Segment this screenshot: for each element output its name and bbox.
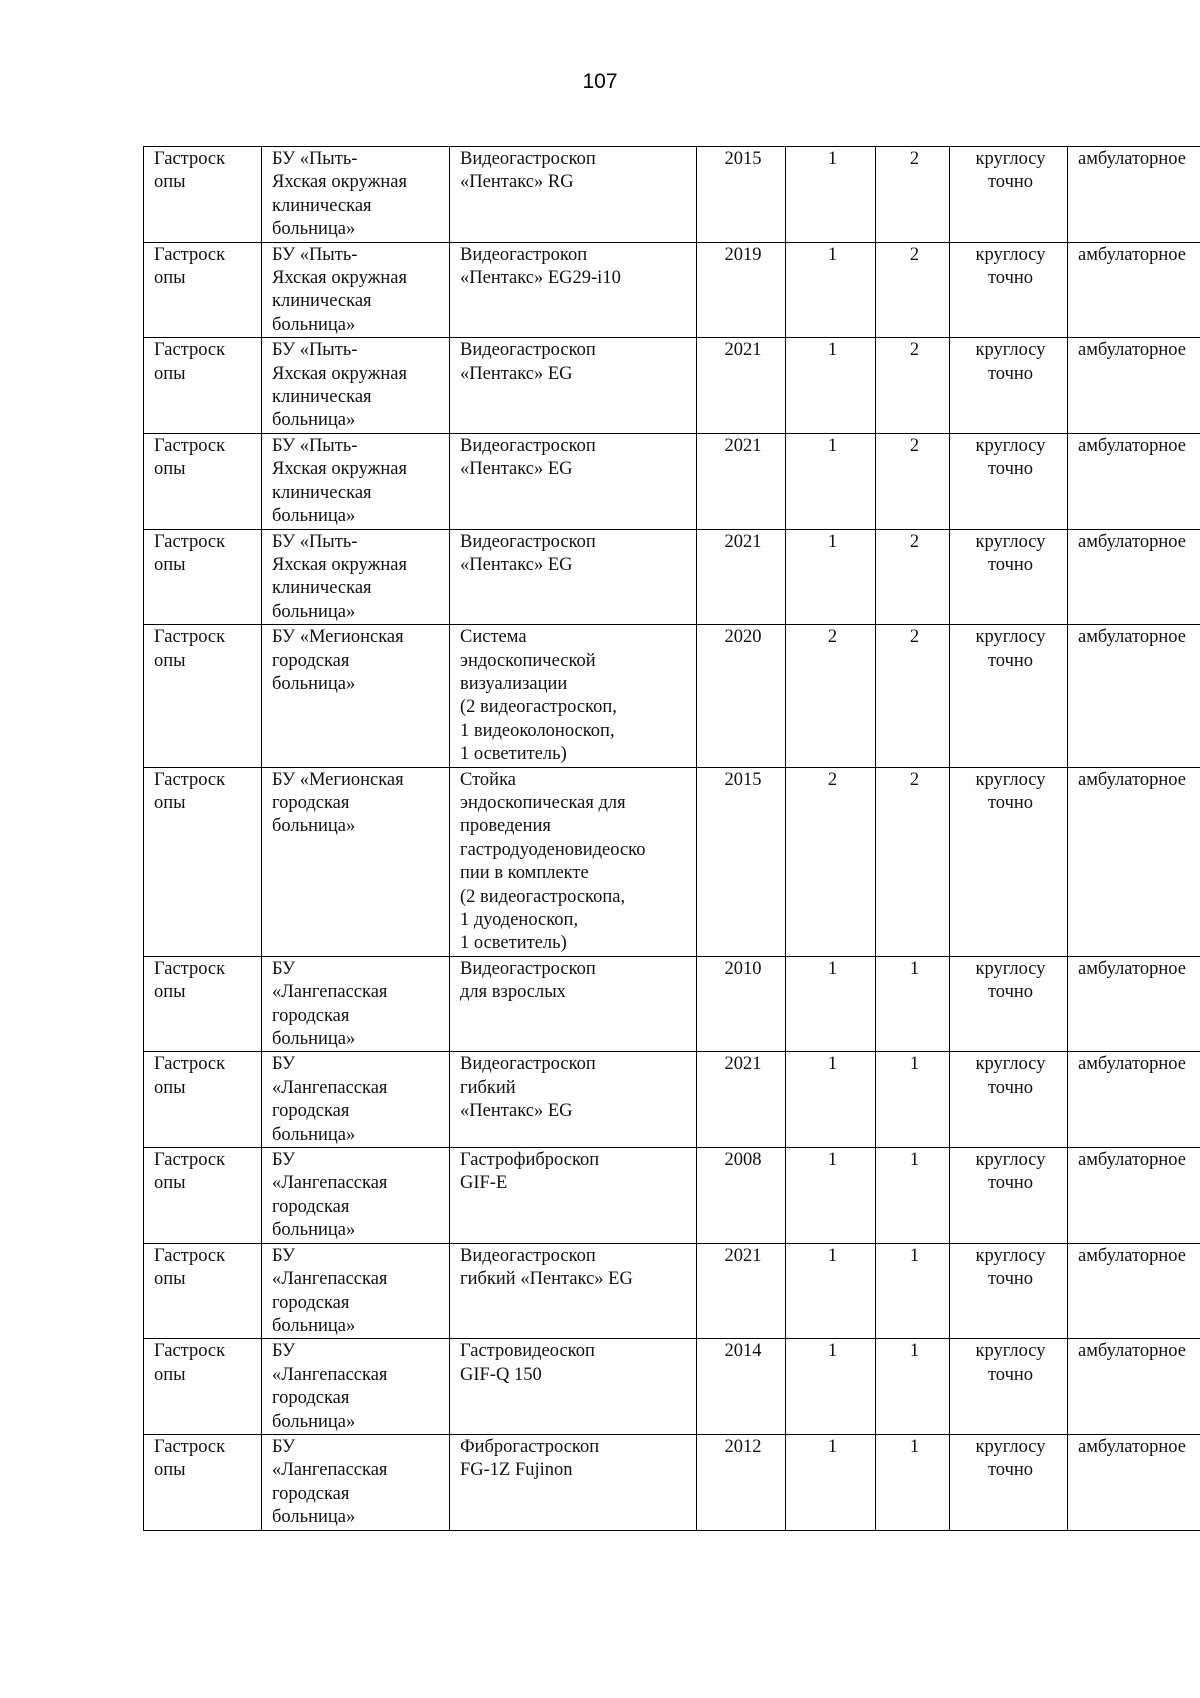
equipment-cell: Стойка эндоскопическая для проведения гастродуоденовидеоско пии в комплекте (2 видеогастроскопа, 1 дуоденоскоп, 1 осветитель) [450,767,697,956]
type-cell: Гастроск опы [144,1434,262,1530]
year-cell: 2014 [697,1339,786,1435]
year-cell: 2019 [697,242,786,338]
year-cell: 2021 [697,338,786,434]
equipment-cell: Система эндоскопической визуализации (2 видеогастроскоп, 1 видеоколоноскоп, 1 осветитель) [450,625,697,767]
mode-cell: круглосу точно [950,1339,1068,1435]
page-number: 107 [582,70,618,93]
organization-cell: БУ «Пыть- Яхская окружная клиническая больница» [262,529,450,625]
type-cell: Гастроск опы [144,956,262,1052]
mode-cell: круглосу точно [950,1148,1068,1244]
shifts-cell: 2 [876,433,950,529]
table-row [144,1434,1200,1530]
conditions-cell: амбулаторное [1068,147,1200,243]
table-row [144,242,1200,338]
quantity-cell: 1 [786,147,876,243]
shifts-cell: 1 [876,1339,950,1435]
shifts-cell: 1 [876,1052,950,1148]
organization-cell: БУ «Лангепасская городская больница» [262,1434,450,1530]
quantity-cell: 1 [786,1339,876,1435]
equipment-cell: Видеогастроскоп «Пентакс» EG [450,529,697,625]
equipment-table [143,146,1200,1531]
table-row [144,625,1200,767]
shifts-cell: 2 [876,242,950,338]
year-cell: 2012 [697,1434,786,1530]
organization-cell: БУ «Лангепасская городская больница» [262,956,450,1052]
conditions-cell: амбулаторное [1068,625,1200,767]
mode-cell: круглосу точно [950,1434,1068,1530]
shifts-cell: 2 [876,338,950,434]
year-cell: 2020 [697,625,786,767]
type-cell: Гастроск опы [144,1052,262,1148]
table-row [144,1052,1200,1148]
type-cell: Гастроск опы [144,625,262,767]
conditions-cell: амбулаторное [1068,1434,1200,1530]
organization-cell: БУ «Мегионская городская больница» [262,625,450,767]
organization-cell: БУ «Лангепасская городская больница» [262,1148,450,1244]
year-cell: 2010 [697,956,786,1052]
equipment-cell: Видеогастроскоп «Пентакс» EG [450,433,697,529]
equipment-cell: Видеогастроскоп гибкий «Пентакс» EG [450,1052,697,1148]
year-cell: 2021 [697,1052,786,1148]
quantity-cell: 1 [786,956,876,1052]
mode-cell: круглосу точно [950,338,1068,434]
table-row [144,147,1200,243]
mode-cell: круглосу точно [950,956,1068,1052]
mode-cell: круглосу точно [950,147,1068,243]
conditions-cell: амбулаторное [1068,1052,1200,1148]
table-row [144,338,1200,434]
table-row [144,1339,1200,1435]
equipment-cell: Видеогастрокоп «Пентакс» EG29-i10 [450,242,697,338]
year-cell: 2008 [697,1148,786,1244]
conditions-cell: амбулаторное [1068,338,1200,434]
table-row [144,956,1200,1052]
conditions-cell: амбулаторное [1068,529,1200,625]
table-row [144,1148,1200,1244]
mode-cell: круглосу точно [950,1243,1068,1339]
shifts-cell: 1 [876,1243,950,1339]
quantity-cell: 1 [786,1052,876,1148]
shifts-cell: 2 [876,529,950,625]
year-cell: 2015 [697,147,786,243]
organization-cell: БУ «Пыть- Яхская окружная клиническая больница» [262,433,450,529]
quantity-cell: 1 [786,1243,876,1339]
organization-cell: БУ «Лангепасская городская больница» [262,1052,450,1148]
quantity-cell: 1 [786,338,876,434]
equipment-cell: Гастровидеоскоп GIF-Q 150 [450,1339,697,1435]
conditions-cell: амбулаторное [1068,767,1200,956]
year-cell: 2021 [697,433,786,529]
quantity-cell: 1 [786,1148,876,1244]
quantity-cell: 1 [786,242,876,338]
conditions-cell: амбулаторное [1068,1339,1200,1435]
table-row [144,529,1200,625]
shifts-cell: 2 [876,625,950,767]
type-cell: Гастроск опы [144,242,262,338]
shifts-cell: 1 [876,956,950,1052]
type-cell: Гастроск опы [144,147,262,243]
table-row [144,767,1200,956]
type-cell: Гастроск опы [144,433,262,529]
mode-cell: круглосу точно [950,1052,1068,1148]
conditions-cell: амбулаторное [1068,242,1200,338]
type-cell: Гастроск опы [144,1339,262,1435]
organization-cell: БУ «Пыть- Яхская окружная клиническая больница» [262,242,450,338]
equipment-table-body [144,147,1200,1531]
mode-cell: круглосу точно [950,767,1068,956]
type-cell: Гастроск опы [144,1243,262,1339]
organization-cell: БУ «Мегионская городская больница» [262,767,450,956]
equipment-cell: Гастрофиброскоп GIF-E [450,1148,697,1244]
year-cell: 2015 [697,767,786,956]
conditions-cell: амбулаторное [1068,1148,1200,1244]
shifts-cell: 2 [876,147,950,243]
organization-cell: БУ «Лангепасская городская больница» [262,1339,450,1435]
quantity-cell: 1 [786,1434,876,1530]
type-cell: Гастроск опы [144,767,262,956]
shifts-cell: 1 [876,1434,950,1530]
type-cell: Гастроск опы [144,338,262,434]
quantity-cell: 1 [786,433,876,529]
organization-cell: БУ «Лангепасская городская больница» [262,1243,450,1339]
type-cell: Гастроск опы [144,1148,262,1244]
year-cell: 2021 [697,1243,786,1339]
mode-cell: круглосу точно [950,242,1068,338]
equipment-cell: Видеогастроскоп «Пентакс» EG [450,338,697,434]
quantity-cell: 2 [786,625,876,767]
mode-cell: круглосу точно [950,625,1068,767]
quantity-cell: 1 [786,529,876,625]
equipment-cell: Видеогастроскоп для взрослых [450,956,697,1052]
conditions-cell: амбулаторное [1068,956,1200,1052]
type-cell: Гастроск опы [144,529,262,625]
equipment-cell: Видеогастроскоп гибкий «Пентакс» EG [450,1243,697,1339]
shifts-cell: 1 [876,1148,950,1244]
quantity-cell: 2 [786,767,876,956]
equipment-cell: Фиброгастроскоп FG-1Z Fujinon [450,1434,697,1530]
organization-cell: БУ «Пыть- Яхская окружная клиническая больница» [262,338,450,434]
equipment-cell: Видеогастроскоп «Пентакс» RG [450,147,697,243]
table-row [144,1243,1200,1339]
table-row [144,433,1200,529]
conditions-cell: амбулаторное [1068,1243,1200,1339]
mode-cell: круглосу точно [950,433,1068,529]
shifts-cell: 2 [876,767,950,956]
year-cell: 2021 [697,529,786,625]
organization-cell: БУ «Пыть- Яхская окружная клиническая больница» [262,147,450,243]
mode-cell: круглосу точно [950,529,1068,625]
conditions-cell: амбулаторное [1068,433,1200,529]
